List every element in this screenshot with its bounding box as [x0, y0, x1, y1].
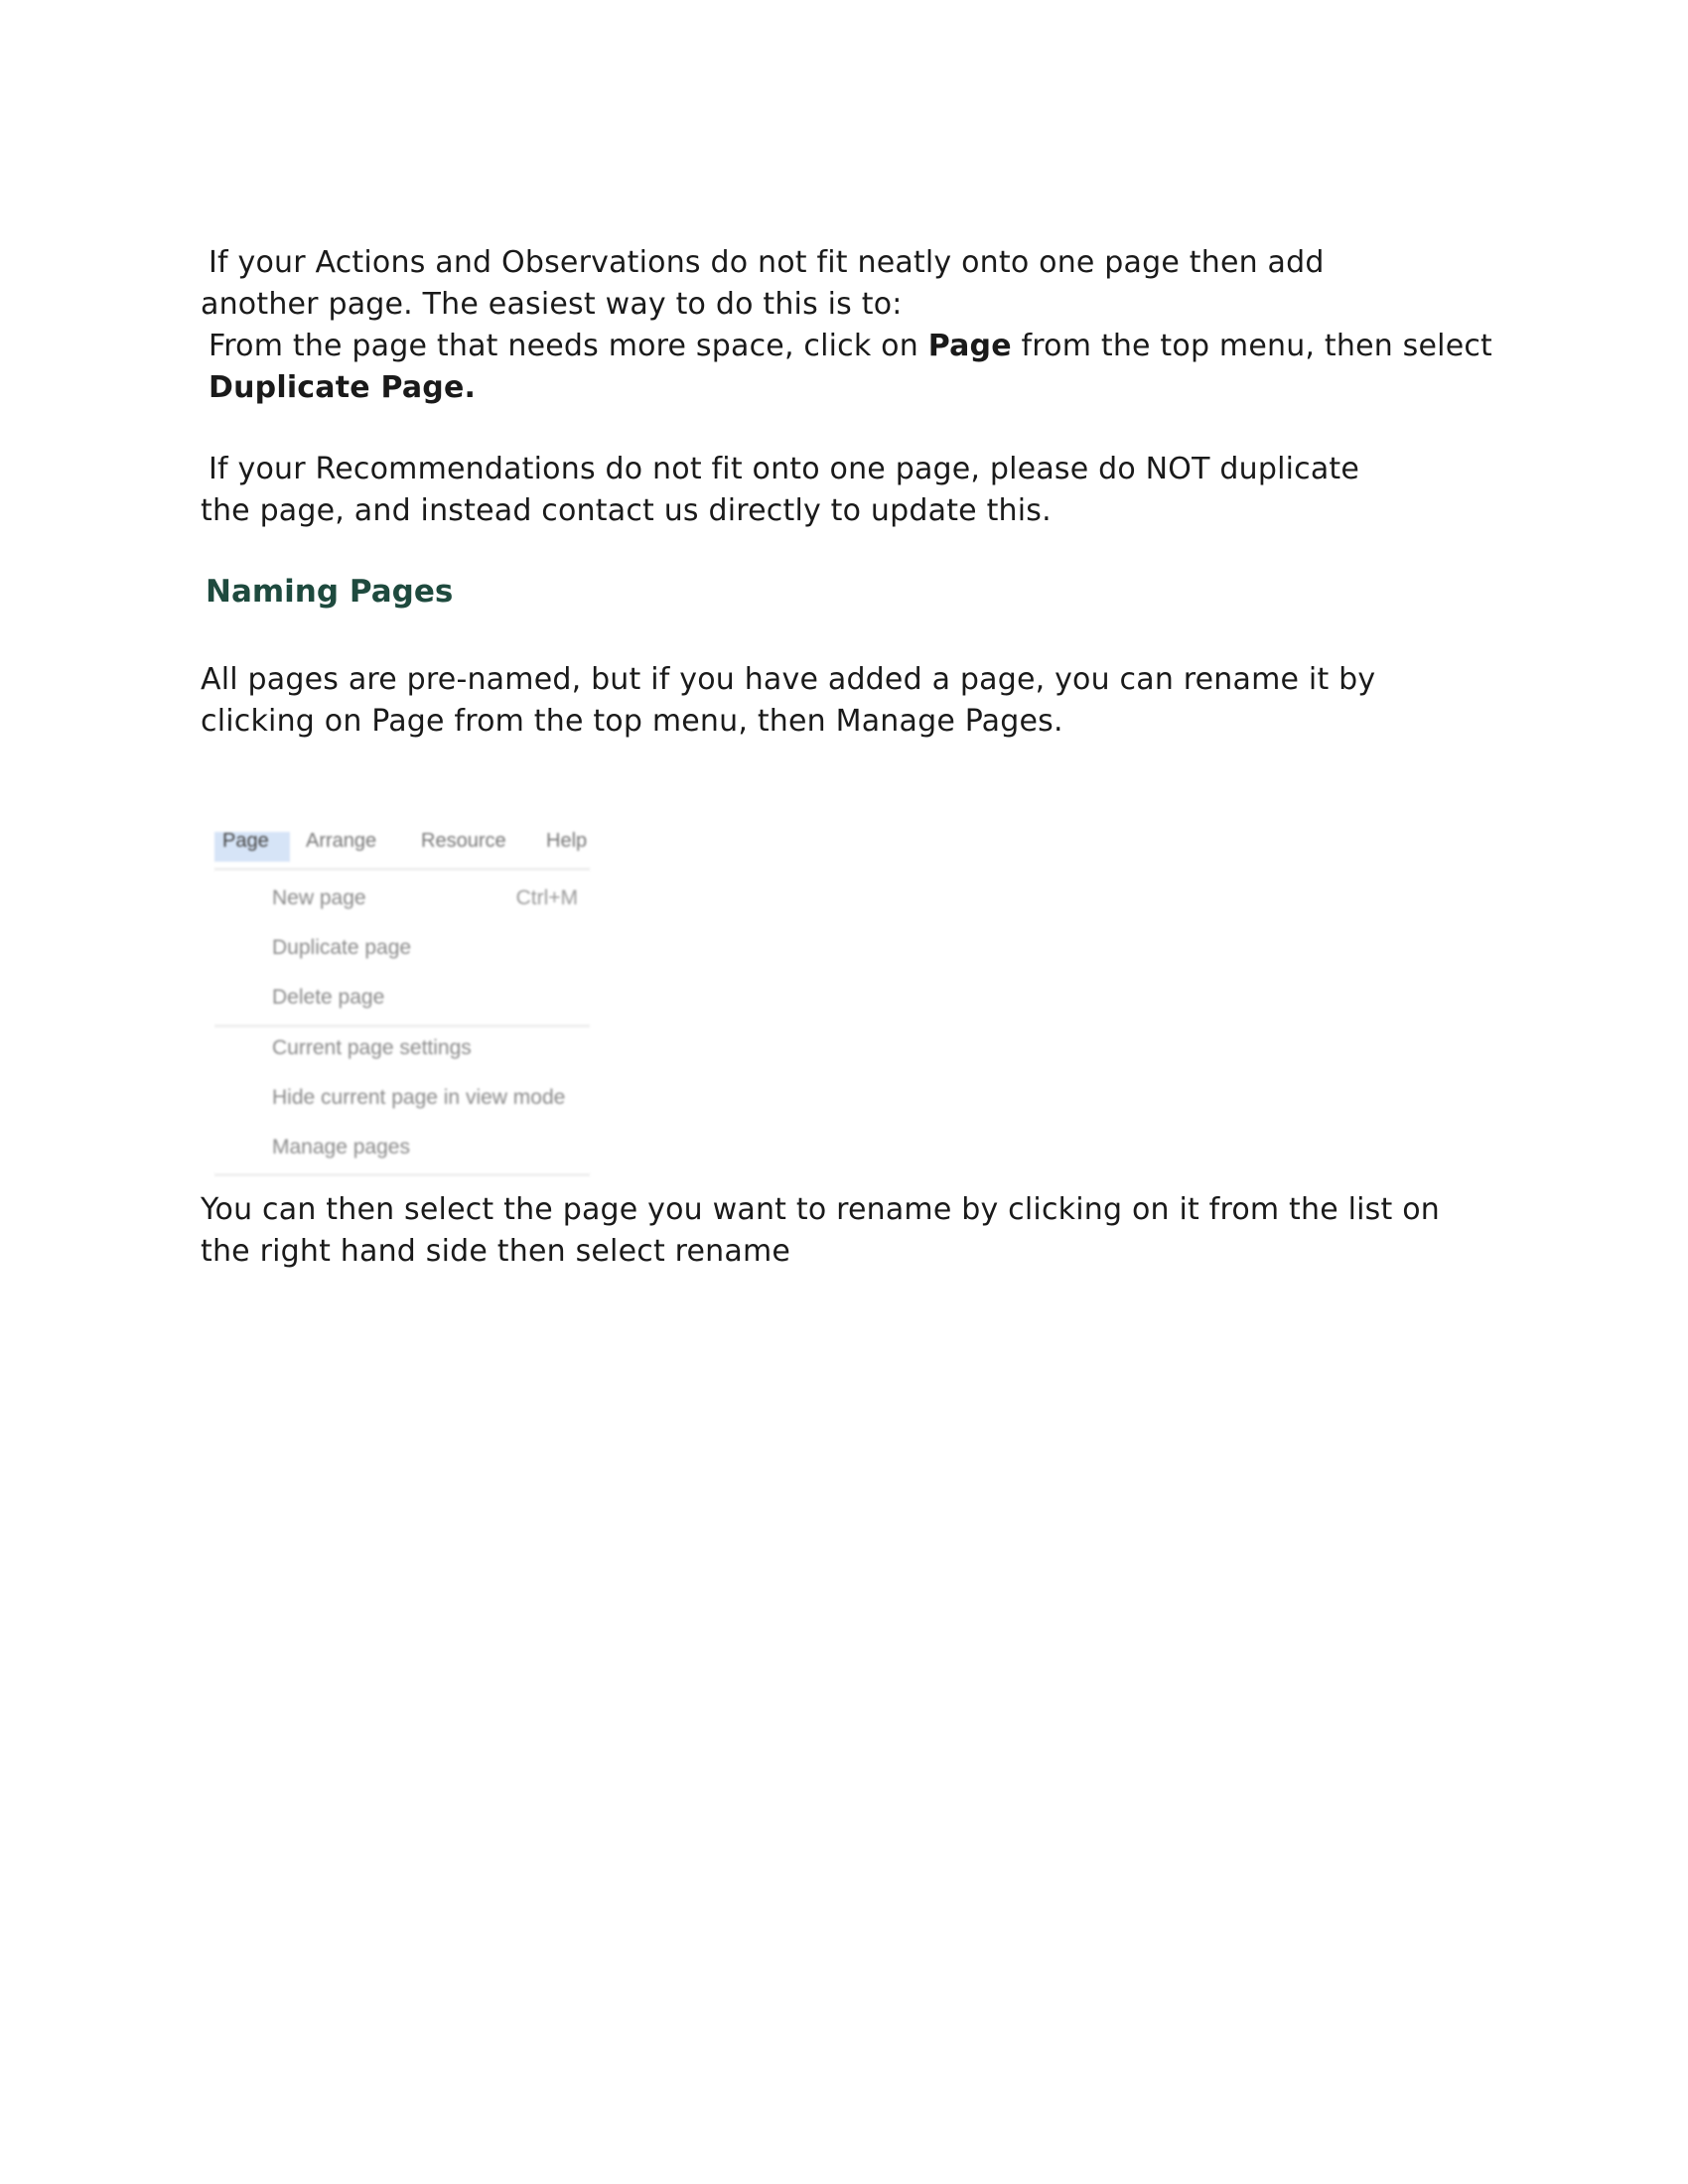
menu-tab-help: Help [546, 832, 588, 852]
menu-tab-resource: Resource [421, 832, 506, 852]
paragraph-line: the right hand side then select rename [201, 1234, 791, 1269]
menu-tab-arrange: Arrange [306, 832, 377, 852]
bold-duplicate-page-term: Duplicate Page. [209, 370, 477, 405]
menu-item-manage-pages: Manage pages [272, 1136, 410, 1159]
paragraph-line: the page, and instead contact us directly to update this. [201, 493, 1052, 528]
bold-page-term: Page [927, 329, 1012, 363]
paragraph-line: You can then select the page you want to rename by clicking on it from the list on [201, 1192, 1440, 1227]
menu-divider [214, 1024, 590, 1027]
menu-item-hide-current-page: Hide current page in view mode [272, 1086, 566, 1109]
paragraph-rename-intro [201, 659, 1375, 743]
menu-shortcut: Ctrl+M [515, 887, 578, 909]
section-heading-naming-pages: Naming Pages [206, 574, 454, 610]
menu-bar [214, 832, 590, 871]
menu-item-current-page-settings: Current page settings [272, 1036, 472, 1059]
paragraph-rename-steps [201, 1189, 1440, 1273]
paragraph-line [201, 326, 1492, 367]
paragraph-add-page [201, 242, 1492, 409]
paragraph-line: If your Recommendations do not fit onto one page, please do NOT duplicate [209, 452, 1360, 486]
paragraph-line: another page. The easiest way to do this is to: [201, 287, 903, 322]
menu-item-duplicate-page: Duplicate page [272, 936, 412, 959]
paragraph-line [201, 367, 1492, 409]
menu-item-new-page: New page [272, 887, 366, 909]
paragraph-recommendations [201, 449, 1359, 532]
paragraph-line: If your Actions and Observations do not fit neatly onto one page then add [209, 245, 1325, 280]
text-run: From the page that needs more space, click on [209, 329, 928, 363]
menu-divider [214, 1173, 590, 1176]
text-run: from the top menu, then select [1011, 329, 1493, 363]
menu-tab-page: Page [214, 832, 290, 862]
paragraph-line: All pages are pre-named, but if you have added a page, you can rename it by [201, 662, 1376, 697]
paragraph-line: clicking on Page from the top menu, then Manage Pages. [201, 704, 1063, 739]
page-menu-screenshot [214, 832, 590, 1185]
menu-item-delete-page: Delete page [272, 986, 385, 1009]
